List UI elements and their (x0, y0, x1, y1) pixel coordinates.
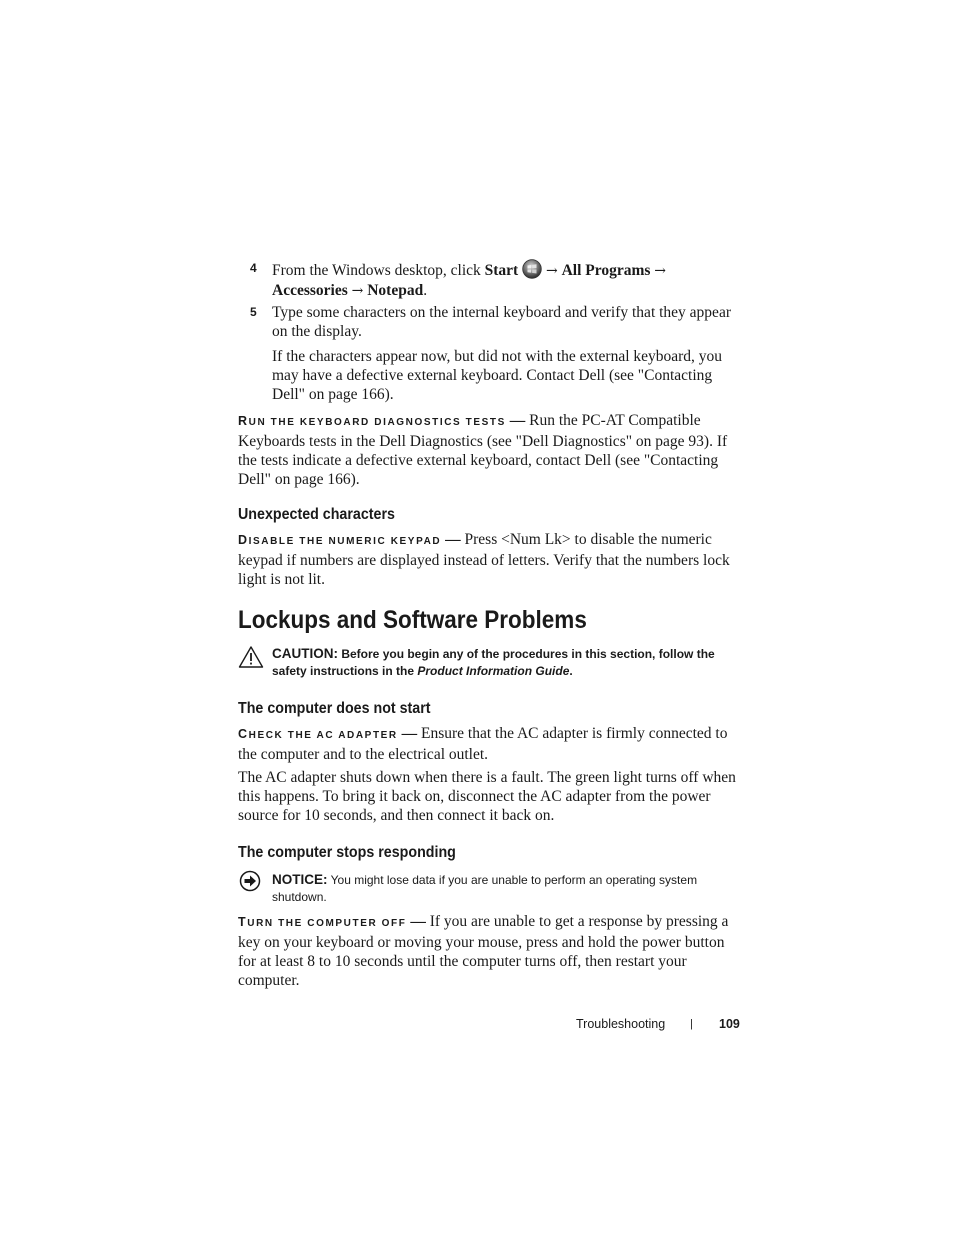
ac-adapter-fault-paragraph: The AC adapter shuts down when there is a fault. The green light turns off when this happens. To bring it back on, disconnect the AC adapter from the power source for 10 seconds, and then connect it back on. (238, 769, 736, 824)
notepad-label: Notepad (367, 282, 424, 299)
disable-keypad-paragraph: DISABLE THE NUMERIC KEYPAD — Press <Num Lk> to disable the numeric keypad if numbers are displayed instead of letters. Verify that the numbers lock light is not lit. (238, 531, 730, 588)
page-title: Lockups and Software Problems (238, 606, 587, 634)
page-number: 109 (719, 1017, 740, 1031)
product-information-guide-ref: Product Information Guide (417, 664, 570, 678)
all-programs-label: All Programs (561, 262, 651, 279)
run-tests-label: RUN THE KEYBOARD DIAGNOSTICS TESTS (238, 414, 506, 428)
footer-section-name: Troubleshooting (576, 1017, 666, 1031)
warning-triangle-icon (238, 645, 264, 669)
turn-computer-off-label: TURN THE COMPUTER OFF (238, 915, 407, 929)
check-ac-adapter-label: CHECK THE AC ADAPTER (238, 727, 398, 741)
step-followup-text: If the characters appear now, but did not with the external keyboard, you may have a defective external keyboard. Contact Dell (see "Contacting Dell" on page 166). (272, 348, 723, 403)
check-ac-adapter-paragraph: CHECK THE AC ADAPTER — Ensure that the AC adapter is firmly connected to the computer and to the electrical outlet. (238, 725, 728, 763)
computer-does-not-start-heading: The computer does not start (238, 700, 431, 717)
step-text: From the Windows desktop, click Start → All Programs → Accessories → Notepad. (272, 259, 738, 301)
accessories-label: Accessories (272, 282, 348, 299)
footer-separator: | (690, 1018, 693, 1030)
disable-keypad-label: DISABLE THE NUMERIC KEYPAD (238, 533, 442, 547)
step-text: Type some characters on the internal keyboard and verify that they appear on the display. (272, 304, 731, 340)
notice-text: NOTICE: You might lose data if you are unable to perform an operating system shutdown. (272, 872, 698, 904)
step-number: 4 (250, 261, 257, 275)
turn-computer-off-paragraph: TURN THE COMPUTER OFF — If you are unable to get a response by pressing a key on your keyboard or moving your mouse, press and hold the power button for at least 8 to 10 seconds until the computer turns off, then restart your computer. (238, 913, 729, 989)
caution-text: CAUTION: Before you begin any of the procedures in this section, follow the safety instructions in the Product Information Guide. (272, 646, 715, 678)
notice-arrow-icon (238, 870, 264, 894)
computer-stops-responding-heading: The computer stops responding (238, 844, 456, 861)
step-number: 5 (250, 305, 257, 319)
unexpected-characters-heading: Unexpected characters (238, 506, 395, 523)
run-tests-paragraph: RUN THE KEYBOARD DIAGNOSTICS TESTS — Run the PC-AT Compatible Keyboards tests in the Dell Diagnostics (see "Dell Diagnostics" on page 93). If the tests indicate a defective external keyboard, contact Dell (see "Contacting Dell" on page 166). (238, 412, 728, 488)
start-label: Start (484, 262, 519, 279)
windows-start-icon (522, 259, 542, 279)
